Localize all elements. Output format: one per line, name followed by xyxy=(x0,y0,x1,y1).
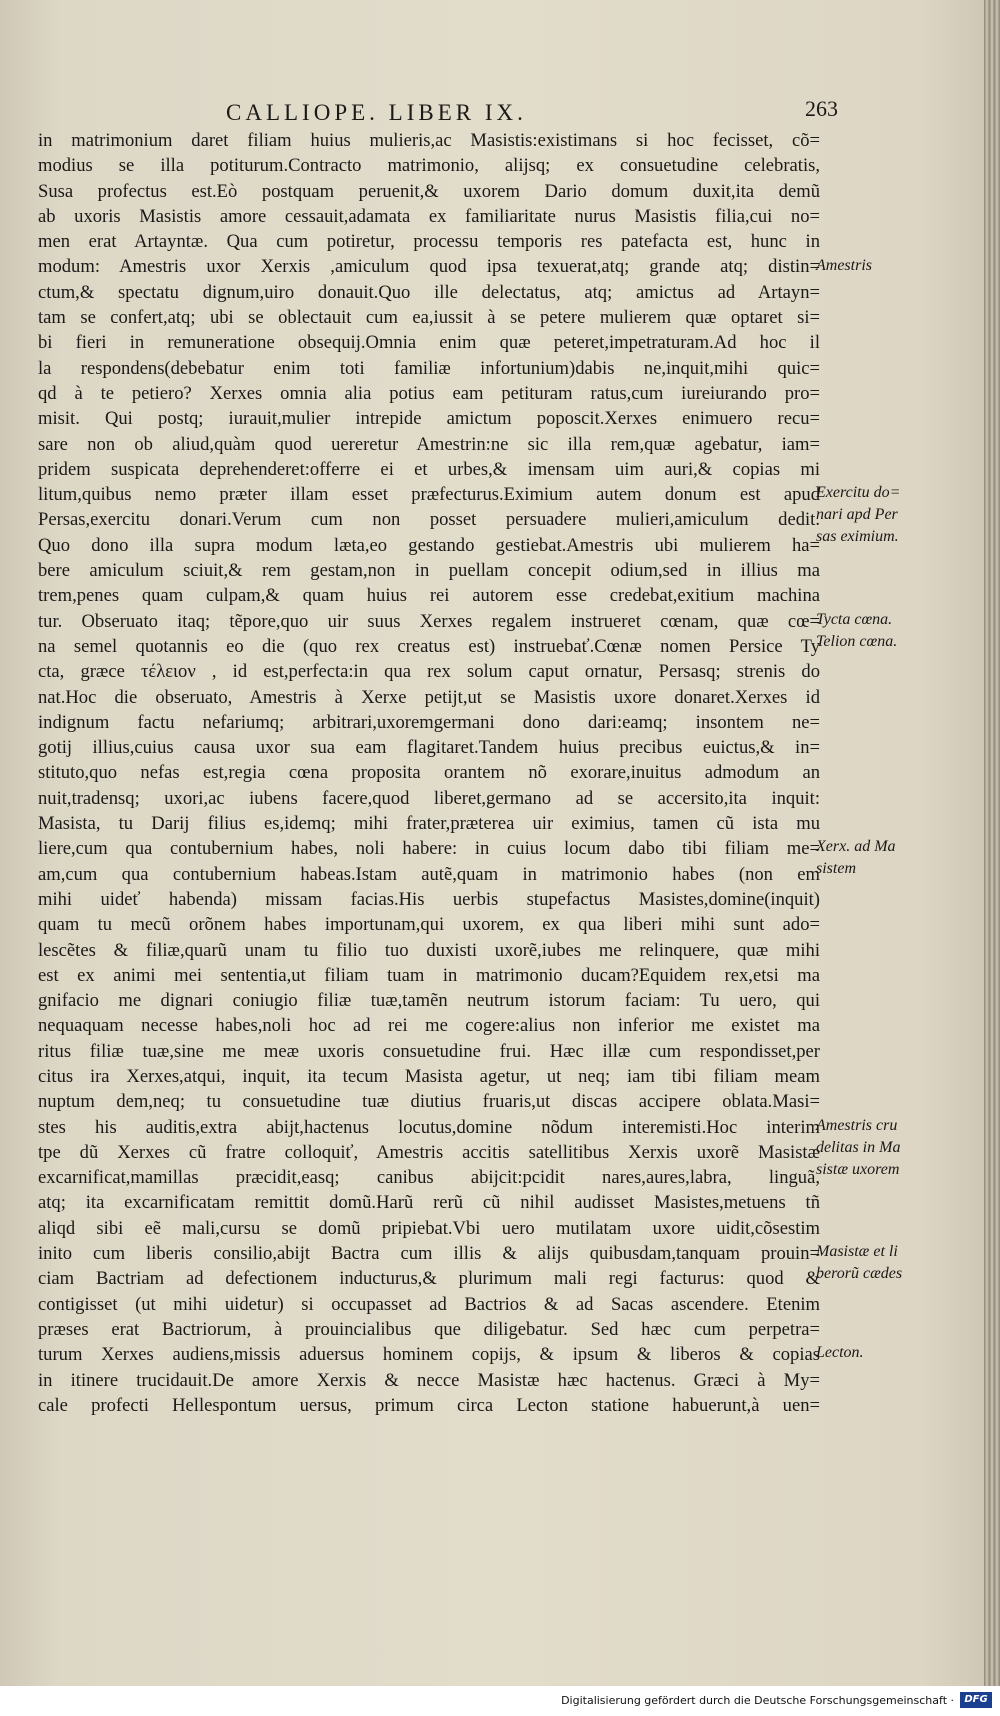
margin-note: Xerx. ad Ma xyxy=(816,838,896,856)
text-line: gotij illius,cuius causa uxor sua eam flagitaret.Tandem huius precibus euictus,& in= xyxy=(38,737,820,759)
text-line: turum Xerxes audiens,missis aduersus hominem copijs, & ipsum & liberos & copias xyxy=(38,1344,820,1366)
text-line: Susa profectus est.Eò postquam peruenit,& uxorem Dario domum duxit,ita demũ xyxy=(38,180,820,202)
text-line: gnifacio me dignari coniugio filiæ tuæ,tamẽn neutrum istorum faciam: Tu uero, qui xyxy=(38,990,820,1012)
text-line: quam tu mecũ orõnem habes importunam,qui uxorem, ex qua liberi mihi sunt ado= xyxy=(38,914,820,936)
body-text xyxy=(38,128,820,1418)
running-head: CALLIOPE. LIBER IX. xyxy=(226,100,527,125)
text-line: modius se illa potiturum.Contracto matrimonio, alijsq; ex consuetudine celebratis, xyxy=(38,155,820,177)
margin-note: Lecton. xyxy=(816,1344,864,1362)
dfg-logo-icon: DFG xyxy=(960,1692,992,1708)
page-header xyxy=(226,96,876,130)
margin-note: Amestris cru xyxy=(816,1116,898,1134)
text-line: ctum,& spectatu dignum,uiro donauit.Quo ille delectatus, atq; amictus ad Artayn= xyxy=(38,281,820,303)
text-line: Masista, tu Darij filius es,idemq; mihi frater,præterea uir eximius, tamen cũ ista mu xyxy=(38,813,820,835)
footer-text: Digitalisierung gefördert durch die Deutsche Forschungsgemeinschaft · xyxy=(561,1694,954,1707)
text-line: aliqd sibi eẽ mali,cursu se domũ pripiebat.Vbi uero mutilatam uxore uidit,cõsestim xyxy=(38,1217,820,1239)
text-line: litum,quibus nemo præter illam esset præfecturus.Eximium autem donum est apud xyxy=(38,484,820,506)
margin-note: delitas in Ma xyxy=(816,1138,901,1156)
text-line: tpe dũ Xerxes cũ fratre colloquiť, Amestris accitis satellitibus Xerxis uxorẽ Masistæ xyxy=(38,1141,820,1163)
text-line: modum: Amestris uxor Xerxis ,amiculum quod ipsa texuerat,atq; grande atq; distin= xyxy=(38,256,820,278)
text-line: qd à te petiero? Xerxes omnia alia potius eam petituram ratus,cum iureiurando pro= xyxy=(38,382,820,404)
text-line: citus ira Xerxes,atqui, inquit, ita tecum Masista agetur, ut neq; iam tibi filiam meam xyxy=(38,1065,820,1087)
margin-note: Exercitu do= xyxy=(816,484,901,502)
margin-note: Masistæ et li xyxy=(816,1243,898,1261)
margin-note: sistem xyxy=(816,860,856,878)
margin-note: Amestris xyxy=(816,256,872,274)
page-edge xyxy=(984,0,1000,1716)
margin-note: sistæ uxorem xyxy=(816,1160,900,1178)
text-line: nequaquam necesse habes,noli hoc ad rei me cogere:alius non inferior me existet ma xyxy=(38,1015,820,1037)
margin-note: Telion cœna. xyxy=(816,632,898,650)
text-line: tam se confert,atq; ubi se oblectauit cum ea,iussit à se petere mulierem quæ optaret si= xyxy=(38,307,820,329)
text-line: trem,penes quam culpam,& quam huius rei autorem esse credebat,exitium machina xyxy=(38,585,820,607)
text-line: la respondens(debebatur enim toti familiæ infortunium)dabis ne,inquit,mihi quic= xyxy=(38,357,820,379)
margin-note: nari apd Per xyxy=(816,506,898,524)
text-line: contigisset (ut mihi uidetur) si occupasset ad Bactrios & ad Sacas ascendere. Etenim xyxy=(38,1293,820,1315)
text-line: in itinere trucidauit.De amore Xerxis & necce Masistæ hæc hactenus. Græci à My= xyxy=(38,1369,820,1391)
text-line: Quo dono illa supra modum læta,eo gestando gestiebat.Amestris ubi mulierem ha= xyxy=(38,534,820,556)
text-line: stituto,quo nefas est,regia cœna proposita orantem nõ exorare,inuitus admodum an xyxy=(38,762,820,784)
page-number: 263 xyxy=(805,96,838,121)
text-line: bere amiculum sciuit,& rem gestam,non in puellam concepit odium,sed in illius ma xyxy=(38,560,820,582)
margin-note: sas eximium. xyxy=(816,528,899,546)
text-line: tur. Obseruato itaq; tẽpore,quo uir suus Xerxes regalem instrueret cœnam, quæ cœ= xyxy=(38,610,820,632)
text-line: ab uxoris Masistis amore cessauit,adamata ex familiaritate nurus Masistis filia,cui no= xyxy=(38,205,820,227)
text-line: inito cum liberis consilio,abijt Bactra cum illis & alijs quibusdam,tanquam prouin= xyxy=(38,1243,820,1265)
text-line: ritus filiæ tuæ,sine me meæ uxoris consuetudine frui. Hæc illæ cum respondisset,per xyxy=(38,1040,820,1062)
text-line: pridem suspicata deprehenderet:offerre ei et urbes,& imensam uim auri,& copias mi xyxy=(38,458,820,480)
margin-note: berorũ cædes xyxy=(816,1265,903,1283)
text-line: atq; ita excarnificatam remittit domũ.Harũ rerũ cũ nihil audisset Masistes,metuens tñ xyxy=(38,1192,820,1214)
text-line: est ex animi mei sententia,ut filiam tuam in matrimonio ducam?Equidem rex,etsi ma xyxy=(38,964,820,986)
text-line: excarnificat,mamillas præcidit,easq; canibus abijcit:pcidit nares,aures,labra, linguã, xyxy=(38,1167,820,1189)
text-line: cale profecti Hellespontum uersus, primum circa Lecton statione habuerunt,à uen= xyxy=(38,1394,820,1416)
footer-bar xyxy=(0,1686,1000,1716)
text-line: ciam Bactriam ad defectionem inducturus,& plurimum mali regi facturus: quod & xyxy=(38,1268,820,1290)
text-line: am,cum qua contubernium habeas.Istam autẽ,quam in matrimonio habes (non em xyxy=(38,863,820,885)
text-line: mihi uideť habenda) missam facias.His uerbis stupefactus Masistes,domine(inquit) xyxy=(38,888,820,910)
text-line: lescẽtes & filiæ,quarũ unam tu filio tuo duxisti uxorẽ,iubes me relinquere, quæ mihi xyxy=(38,939,820,961)
text-line: bi fieri in remuneratione obsequij.Omnia enim quæ peteret,impetraturam.Ad hoc il xyxy=(38,332,820,354)
text-line: præses erat Bactriorum, à prouincialibus que diligebatur. Sed hæc cum perpetra= xyxy=(38,1318,820,1340)
text-line: cta, græce τέλειον , id est,perfecta:in qua rex solum caput ornatur, Persasq; strenis do xyxy=(38,661,820,683)
text-line: liere,cum qua contubernium habes, noli habere: in cuius locum dabo tibi filiam me= xyxy=(38,838,820,860)
text-line: nuit,tradensq; uxori,ac iubens facere,quod liberet,germano ad se accersito,ita inquit: xyxy=(38,787,820,809)
text-line: misit. Qui postq; iurauit,mulier intrepide amictum poposcit.Xerxes enimuero recu= xyxy=(38,408,820,430)
text-line: men erat Artayntæ. Qua cum potiretur, processu temporis res patefacta est, hunc in xyxy=(38,231,820,253)
text-line: Persas,exercitu donari.Verum cum non posset persuadere mulieri,amiculum dedit. xyxy=(38,509,820,531)
text-line: na semel quotannis eo die (quo rex creatus est) instruebať.Cœnæ nomen Persice Ty xyxy=(38,635,820,657)
text-line: sare non ob aliud,quàm quod uereretur Amestrin:ne sic illa rem,quæ agebatur, iam= xyxy=(38,433,820,455)
text-line: nuptum dem,neq; tu consuetudine tuæ diutius fruaris,ut discas accipere oblata.Masi= xyxy=(38,1091,820,1113)
text-line: nat.Hoc die obseruato, Amestris à Xerxe petijt,ut se Masistis uxore donaret.Xerxes id xyxy=(38,686,820,708)
text-line: stes his auditis,extra abijt,hactenus locutus,domine nõdum interemisti.Hoc interim xyxy=(38,1116,820,1138)
text-line: in matrimonium daret filiam huius mulieris,ac Masistis:existimans si hoc fecisset, cõ= xyxy=(38,130,820,151)
margin-note: Tycta cœna. xyxy=(816,610,893,628)
text-line: indignum factu nefariumq; arbitrari,uxoremgermani dono dari:eamq; insontem ne= xyxy=(38,711,820,733)
